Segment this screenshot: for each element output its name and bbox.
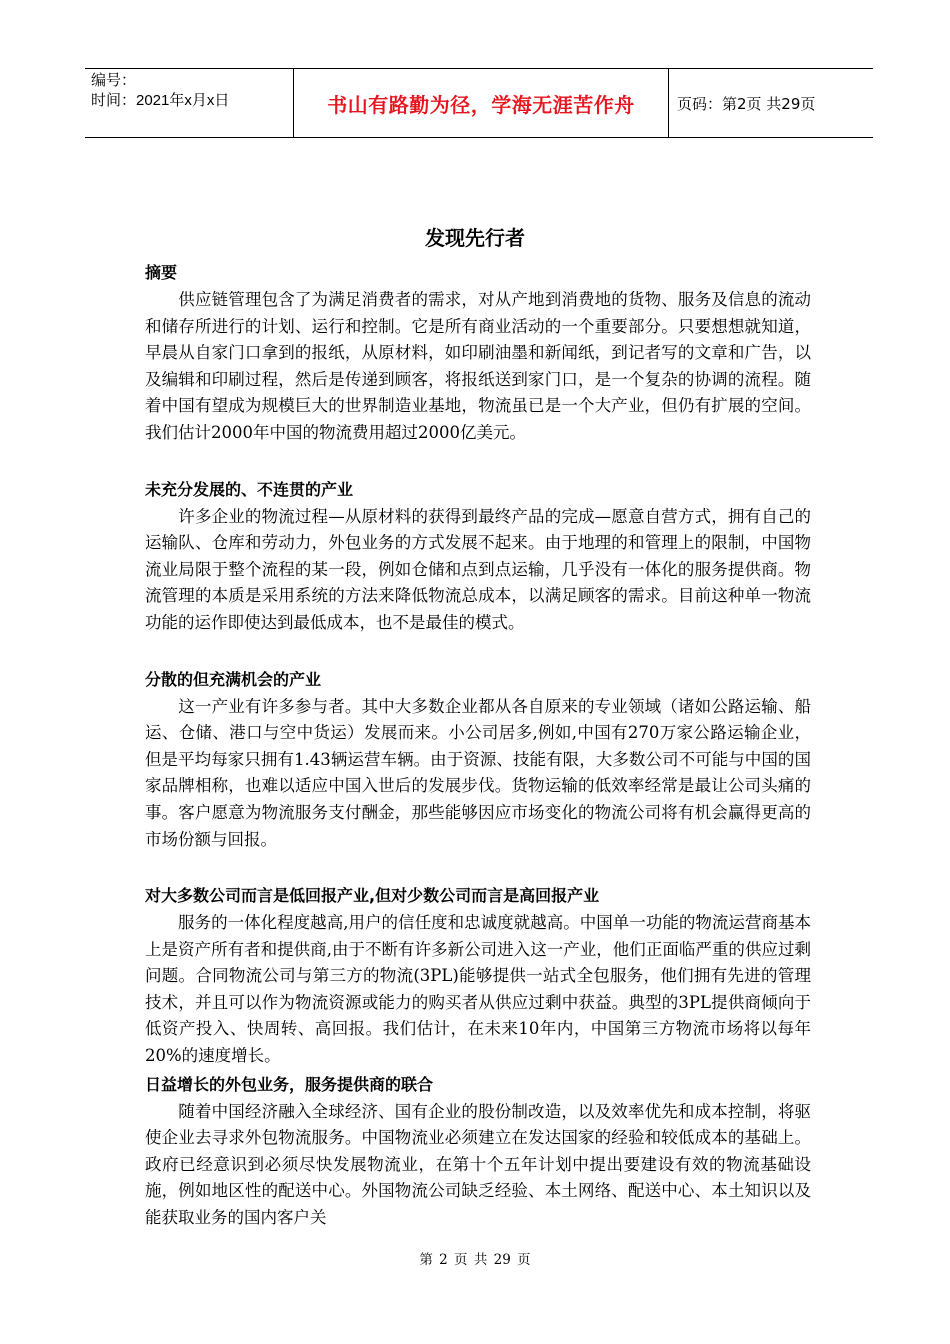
header-motto: 书山有路勤为径，学海无涯苦作舟	[293, 69, 669, 137]
document-body	[145, 258, 811, 1232]
section-paragraph: 服务的一体化程度越高,用户的信任度和忠诚度就越高。中国单一功能的物流运营商基本上是资产所有者和提供商,由于不断有许多新公司进入这一产业，他们正面临严重的供应过剩问题。合同物流公司与第三方的物流(3PL)能够提供一站式全包服务，他们拥有先进的管理技术，并且可以作为物流资源或能力的购买者从供应过剩中获益。典型的3PL提供商倾向于低资产投入、快周转、高回报。我们估计，在未来10年内，中国第三方物流市场将以每年20%的速度增长。	[145, 913, 811, 1066]
section-abstract	[145, 258, 811, 447]
section-heading: 摘要	[145, 263, 178, 282]
section-heading: 日益增长的外包业务，服务提供商的联合	[145, 1074, 434, 1094]
header-page-info: 页码：第2页 共29页	[677, 94, 816, 113]
section-paragraph: 许多企业的物流过程—从原材料的获得到最终产品的完成—愿意自营方式，拥有自己的运输队、仓库和劳动力，外包业务的方式发展不起来。由于地理的和管理上的限制，中国物流业局限于整个流程的某一段，例如仓储和点到点运输，几乎没有一体化的服务提供商。物流管理的本质是采用系统的方法来降低物流总成本，以满足顾客的需求。目前这种单一物流功能的运作即使达到最低成本，也不是最佳的模式。	[145, 506, 811, 632]
document-title: 发现先行者	[425, 226, 525, 250]
section-outsourcing	[145, 1070, 811, 1232]
document-time-label: 时间：2021年x月x日	[91, 92, 230, 109]
page-footer: 第 2 页 共 29 页	[419, 1252, 531, 1268]
section-paragraph: 供应链管理包含了为满足消费者的需求，对从产地到消费地的货物、服务及信息的流动和储存所进行的计划、运行和控制。它是所有商业活动的一个重要部分。只要想想就知道，早晨从自家门口拿到的报纸，从原材料，如印刷油墨和新闻纸，到记者写的文章和广告，以及编辑和印刷过程，然后是传递到顾客，将报纸送到家门口，是一个复杂的协调的流程。随着中国有望成为规模巨大的世界制造业基地，物流虽已是一个大产业，但仍有扩展的空间。我们估计2000年中国的物流费用超过2000亿美元。	[145, 290, 811, 442]
section-paragraph: 这一产业有许多参与者。其中大多数企业都从各自原来的专业领域（诸如公路运输、船运、仓储、港口与空中货运）发展而来。小公司居多,例如,中国有270万家公路运输企业，但是平均每家只拥有1.43辆运营车辆。由于资源、技能有限，大多数公司不可能与中国的国家品牌相称，也难以适应中国入世后的发展步伐。货物运输的低效率经常是最让公司头痛的事。客户愿意为物流服务支付酬金，那些能够因应市场变化的物流公司将有机会赢得更高的市场份额与回报。	[145, 696, 811, 849]
section-paragraph: 随着中国经济融入全球经济、国有企业的股份制改造，以及效率优先和成本控制，将驱使企业去寻求外包物流服务。中国物流业必须建立在发达国家的经验和较低成本的基础上。政府已经意识到必须尽快发展物流业，在第十个五年计划中提出要建设有效的物流基础设施，例如地区性的配送中心。外国物流公司缺乏经验、本土网络、配送中心、本土知识以及能获取业务的国内客户关	[145, 1101, 811, 1228]
page-header	[85, 68, 873, 138]
section-heading: 对大多数公司而言是低回报产业,但对少数公司而言是高回报产业	[145, 886, 600, 906]
header-meta	[85, 69, 293, 137]
section-heading: 未充分发展的、不连贯的产业	[145, 479, 354, 499]
section-fragmented-industry	[145, 665, 811, 854]
section-underdeveloped-industry	[145, 475, 811, 637]
section-return-industry	[145, 881, 811, 1070]
document-number-label: 编号：	[91, 72, 137, 89]
section-heading: 分散的但充满机会的产业	[145, 669, 322, 689]
